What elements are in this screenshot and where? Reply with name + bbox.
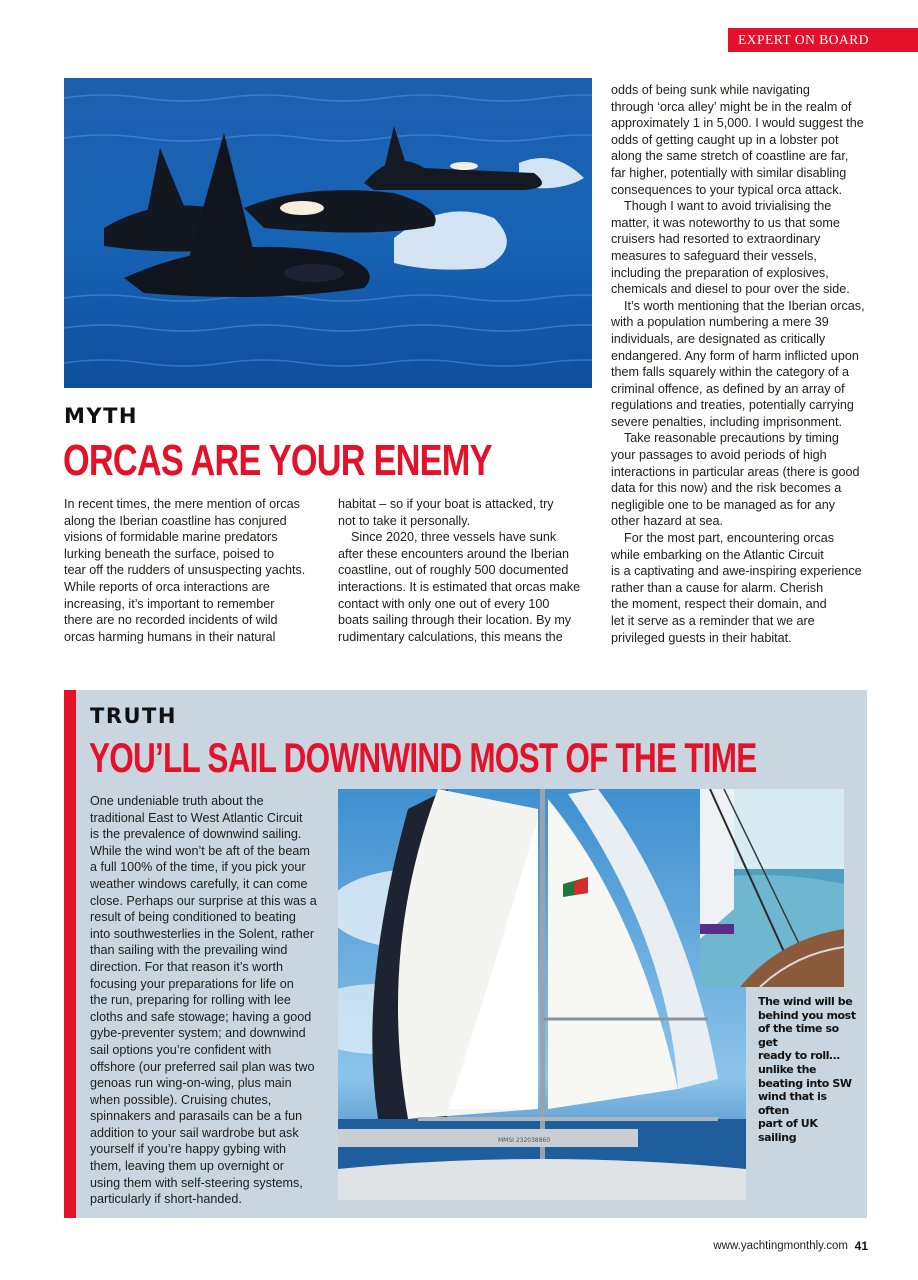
body-line: odds of being sunk while navigating bbox=[611, 83, 810, 97]
body-line: orcas harming humans in their natural bbox=[64, 629, 276, 644]
body-line: tear off the rudders of unsuspecting yachts. bbox=[64, 563, 306, 578]
body-line: One undeniable truth about the bbox=[90, 794, 264, 808]
boat-label: MMSI 232038860 bbox=[498, 1137, 551, 1144]
body-line: individuals, are designated as critically bbox=[611, 331, 826, 346]
body-line: is a captivating and awe-inspiring experience bbox=[611, 564, 862, 579]
body-line: increasing, it’s important to remember bbox=[64, 596, 275, 611]
body-line: matter, it was noteworthy to us that some bbox=[611, 215, 840, 230]
body-line: along the Iberian coastline has conjured bbox=[64, 513, 287, 528]
body-line: coastline, out of roughly 500 documented bbox=[338, 563, 569, 578]
body-line: odds of getting caught up in a lobster pot bbox=[611, 132, 839, 147]
myth-column-1 bbox=[64, 496, 326, 645]
photo-caption bbox=[758, 995, 858, 1145]
body-line: weather windows carefully, it can come bbox=[90, 876, 308, 891]
caption-line: The wind will be bbox=[758, 995, 853, 1008]
body-line: contact with only one out of every 100 bbox=[338, 596, 550, 611]
body-line: interactions. It is estimated that orcas make bbox=[338, 579, 581, 594]
truth-kicker: TRUTH bbox=[90, 704, 177, 728]
body-line: other hazard at sea. bbox=[611, 514, 724, 529]
body-line: cloths and safe stowage; having a good bbox=[90, 1009, 312, 1024]
body-line: a full 100% of the time, if you pick your bbox=[90, 860, 306, 875]
myth-headline: ORCAS ARE YOUR ENEMY bbox=[63, 436, 492, 485]
body-line: While reports of orca interactions are bbox=[64, 579, 270, 594]
body-line: there are no recorded incidents of wild bbox=[64, 613, 278, 628]
body-line: offshore (our preferred sail plan was two bbox=[90, 1059, 315, 1074]
body-line: focusing your preparations for life on bbox=[90, 976, 294, 991]
body-line: them, leaving them up overnight or bbox=[90, 1159, 284, 1174]
body-line: boats sailing through their location. By my bbox=[338, 613, 572, 628]
body-line: criminal offence, as defined by an array of bbox=[611, 381, 845, 396]
body-line: spinnakers and parasails can be a fun bbox=[90, 1109, 303, 1124]
body-line: the run, preparing for rolling with lee bbox=[90, 993, 291, 1008]
body-line: including the preparation of explosives, bbox=[611, 265, 829, 280]
body-line: using them with self-steering systems, bbox=[90, 1175, 303, 1190]
body-line: far higher, potentially with similar disabling bbox=[611, 165, 847, 180]
body-line: close. Perhaps our surprise at this was a bbox=[90, 893, 317, 908]
caption-line: part of UK sailing bbox=[758, 1117, 818, 1144]
body-line: result of being conditioned to beating bbox=[90, 910, 296, 925]
myth-kicker: MYTH bbox=[64, 404, 139, 428]
body-line: not to take it personally. bbox=[338, 513, 471, 528]
body-line: is the prevalence of downwind sailing. bbox=[90, 827, 302, 842]
body-line: particularly if short-handed. bbox=[90, 1192, 242, 1207]
page-number: 41 bbox=[854, 1239, 868, 1253]
body-line: them falls squarely within the category of a bbox=[611, 365, 850, 380]
body-line: your passages to avoid periods of high bbox=[611, 448, 827, 463]
body-line: direction. For that reason it’s worth bbox=[90, 959, 283, 974]
body-line: gybe-preventer system; and downwind bbox=[90, 1026, 306, 1041]
body-line: than sailing with the prevailing wind bbox=[90, 943, 288, 958]
wing-on-wing-sails-photo bbox=[338, 789, 746, 1200]
truth-body bbox=[90, 793, 322, 1208]
body-line: It’s worth mentioning that the Iberian orcas, bbox=[624, 298, 865, 313]
body-line: after these encounters around the Iberian bbox=[338, 546, 570, 561]
caption-line: behind you most bbox=[758, 1008, 856, 1022]
body-line: privileged guests in their habitat. bbox=[611, 630, 792, 645]
body-line: visions of formidable marine predators bbox=[64, 530, 278, 545]
truth-headline: YOU’LL SAIL DOWNWIND MOST OF THE TIME bbox=[89, 734, 757, 781]
body-line: with a population numbering a mere 39 bbox=[611, 315, 829, 330]
accent-bar bbox=[64, 690, 76, 1218]
caption-line: ready to roll… bbox=[758, 1049, 840, 1063]
body-line: yourself if you’re happy gybing with bbox=[90, 1142, 287, 1157]
caption-line: of the time so get bbox=[758, 1022, 839, 1049]
body-line: Though I want to avoid trivialising the bbox=[624, 199, 832, 214]
body-line: cruisers had resorted to extraordinary bbox=[611, 232, 821, 247]
body-line: For the most part, encountering orcas bbox=[624, 531, 834, 546]
caption-line: beating into SW bbox=[758, 1076, 852, 1090]
body-line: the moment, respect their domain, and bbox=[611, 597, 827, 612]
orca-pod-photo bbox=[64, 78, 592, 388]
body-line: endangered. Any form of harm inflicted upon bbox=[611, 348, 859, 363]
body-line: regulations and treaties, potentially carrying bbox=[611, 398, 854, 413]
body-line: into southwesterlies in the Solent, rather bbox=[90, 926, 315, 941]
body-line: approximately 1 in 5,000. I would suggest the bbox=[611, 116, 864, 131]
caption-line: wind that is often bbox=[758, 1090, 827, 1117]
body-line: While the wind won’t be aft of the beam bbox=[90, 843, 310, 858]
myth-column-2 bbox=[338, 496, 588, 645]
section-tag: EXPERT ON BOARD bbox=[728, 28, 918, 52]
bow-view-ocean-photo bbox=[700, 789, 844, 987]
body-line: sail options you’re confident with bbox=[90, 1042, 272, 1057]
body-line: while embarking on the Atlantic Circuit bbox=[611, 547, 824, 562]
body-line: Take reasonable precautions by timing bbox=[624, 431, 839, 446]
body-line: consequences to your typical orca attack. bbox=[611, 182, 843, 197]
body-line: through ‘orca alley’ might be in the realm of bbox=[611, 99, 852, 114]
footer-url[interactable]: www.yachtingmonthly.com bbox=[713, 1240, 848, 1252]
body-line: severe penalties, including imprisonment. bbox=[611, 414, 843, 429]
truth-panel bbox=[64, 690, 867, 1218]
body-line: genoas run wing-on-wing, plus main bbox=[90, 1076, 292, 1091]
body-line: addition to your sail wardrobe but ask bbox=[90, 1125, 299, 1140]
body-line: Since 2020, three vessels have sunk bbox=[351, 530, 557, 545]
body-line: interactions in particular areas (there is good bbox=[611, 464, 860, 479]
body-line: negligible one to be managed as for any bbox=[611, 497, 836, 512]
body-line: let it serve as a reminder that we are bbox=[611, 614, 815, 628]
body-line: data for this now) and the risk becomes a bbox=[611, 481, 842, 496]
body-line: lurking beneath the surface, poised to bbox=[64, 546, 275, 561]
body-line: rather than a cause for alarm. Cherish bbox=[611, 580, 824, 595]
body-line: In recent times, the mere mention of orcas bbox=[64, 497, 300, 511]
body-line: along the same stretch of coastline are far, bbox=[611, 149, 849, 164]
body-line: chemicals and diesel to pour over the side. bbox=[611, 282, 850, 297]
body-line: rudimentary calculations, this means the bbox=[338, 629, 563, 644]
caption-line: unlike the bbox=[758, 1062, 817, 1076]
body-line: when possible). Cruising chutes, bbox=[90, 1092, 272, 1107]
myth-column-3 bbox=[611, 82, 871, 646]
body-line: measures to safeguard their vessels, bbox=[611, 248, 817, 263]
body-line: habitat – so if your boat is attacked, try bbox=[338, 497, 554, 511]
body-line: traditional East to West Atlantic Circuit bbox=[90, 810, 303, 825]
